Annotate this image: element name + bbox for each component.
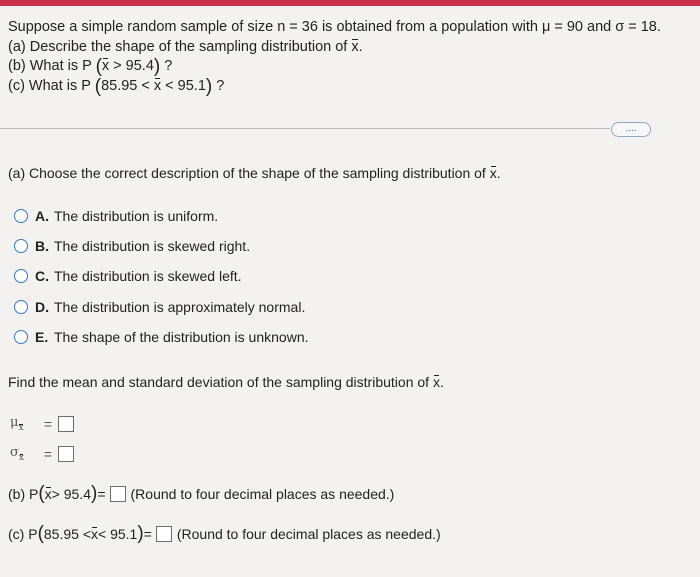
sd-row [10,443,74,465]
radio-button[interactable] [14,239,28,253]
sd-answer-box[interactable] [58,446,74,462]
option-c[interactable] [14,265,242,287]
problem-line-4: (c) What is P (85.95 < x < 95.1) ? [8,75,225,97]
part-c-note: (Round to four decimal places as needed.) [176,526,441,542]
option-a[interactable] [14,205,218,227]
part-b-answer-box[interactable] [110,486,126,502]
mean-symbol: $\mu_x$ [10,415,24,433]
option-text: The shape of the distribution is unknown. [54,329,309,345]
option-b[interactable] [14,235,250,257]
option-letter: B. [35,238,49,254]
option-e[interactable] [14,326,309,348]
option-text: The distribution is skewed left. [54,268,242,284]
sd-symbol: $\sigma_x$ [10,445,24,463]
more-options-button[interactable]: .... [611,122,651,137]
radio-button[interactable] [14,269,28,283]
problem-line-3: (b) What is P (x > 95.4) ? [8,56,173,77]
option-text: The distribution is uniform. [54,208,219,224]
part-b-line: (b) P ( x > 95.4 ) = (Round to four decimal places as needed.) [8,483,395,504]
top-accent-bar [0,0,700,6]
part-c-line: (c) P ( 85.95 < x < 95.1 ) = (Round to four decimal places as needed.) [8,523,441,544]
sd-equals: = [43,446,53,462]
problem-line-1: Suppose a simple random sample of size n = 36 is obtained from a population with μ = 90 and σ = 18. [8,19,661,35]
option-text: The distribution is skewed right. [54,238,251,254]
part-c-answer-box[interactable] [156,526,172,542]
part-a-question: (a) Choose the correct description of the shape of the sampling distribution of x. [8,165,501,181]
mean-row [10,413,74,435]
option-letter: C. [35,268,49,284]
radio-button[interactable] [14,330,28,344]
radio-button[interactable] [14,300,28,314]
problem-statement [8,18,688,96]
part-b-note: (Round to four decimal places as needed.) [130,486,395,502]
mean-sd-prompt: Find the mean and standard deviation of the sampling distribution of x. [8,374,444,390]
problem-line-2: (a) Describe the shape of the sampling distribution of x. [8,38,688,58]
option-text: The distribution is approximately normal. [54,299,306,315]
option-d[interactable] [14,296,305,318]
option-letter: A. [35,208,49,224]
section-divider [0,128,610,129]
option-letter: D. [35,299,49,315]
option-letter: E. [35,329,49,345]
mean-equals: = [43,416,53,432]
mean-answer-box[interactable] [58,416,74,432]
radio-button[interactable] [14,209,28,223]
